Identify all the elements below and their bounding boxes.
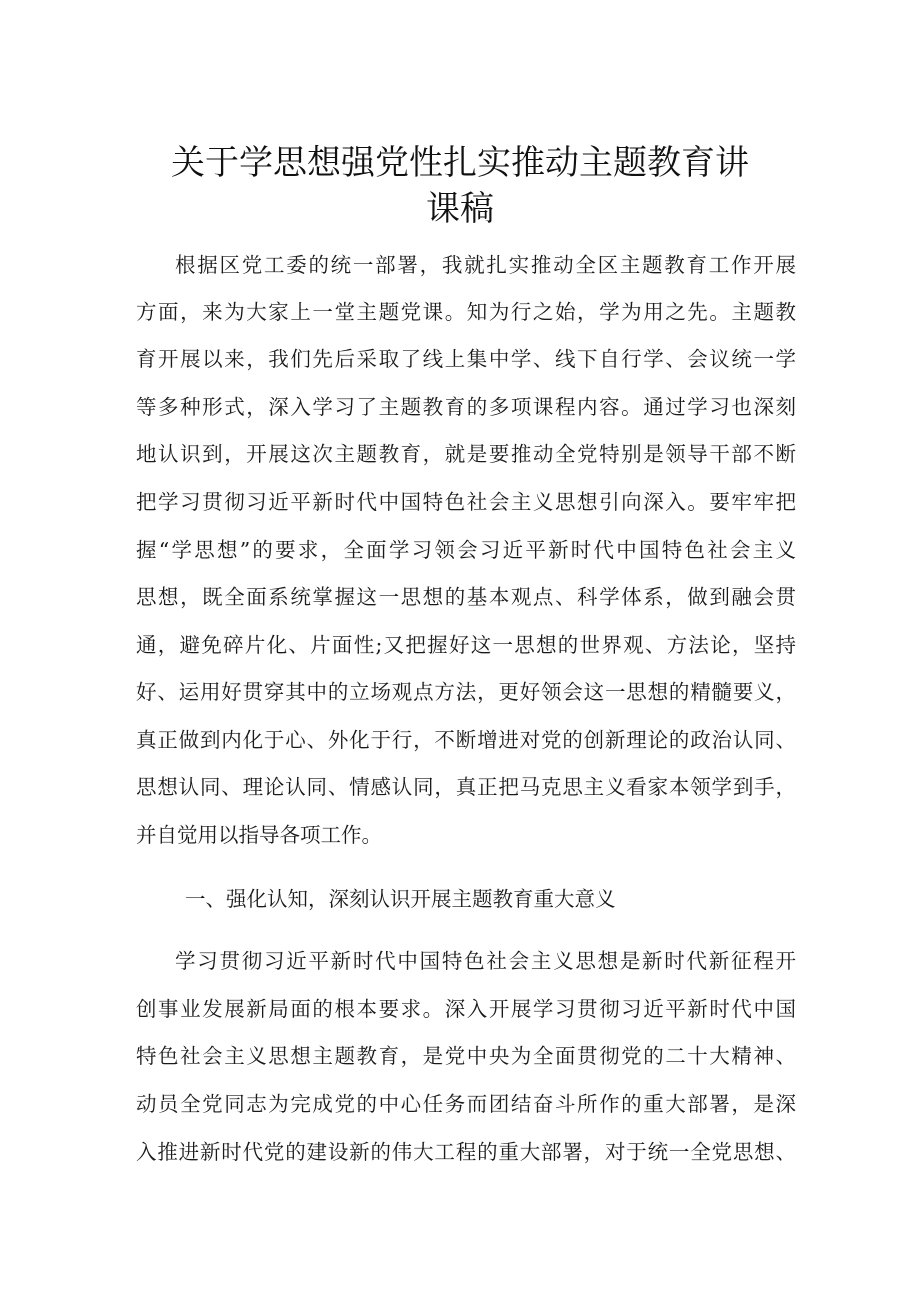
- paragraph-line: 把学习贯彻习近平新时代中国特色社会主义思想引向深入。要牢牢把: [136, 490, 796, 514]
- paragraph-line: 思想认同、理论认同、情感认同，真正把马克思主义看家本领学到手，: [136, 775, 796, 799]
- paragraph-line: 根据区党工委的统一部署，我就扎实推动全区主题教育工作开展: [175, 253, 796, 277]
- paragraph-line: 地认识到，开展这次主题教育，就是要推动全党特别是领导干部不断: [136, 442, 796, 466]
- paragraph-line: 真正做到内化于心、外化于行，不断增进对党的创新理论的政治认同、: [136, 728, 796, 752]
- paragraph-line: 创事业发展新局面的根本要求。深入开展学习贯彻习近平新时代中国: [136, 997, 796, 1021]
- paragraph-line: 好、运用好贯穿其中的立场观点方法，更好领会这一思想的精髓要义，: [136, 680, 796, 704]
- paragraph-line: 入推进新时代党的建设新的伟大工程的重大部署，对于统一全党思想、: [136, 1140, 796, 1164]
- paragraph-line: 并自觉用以指导各项工作。: [136, 823, 382, 847]
- paragraph-line: 握“学思想”的要求，全面学习领会习近平新时代中国特色社会主义: [136, 538, 796, 562]
- paragraph-line: 等多种形式，深入学习了主题教育的多项课程内容。通过学习也深刻: [136, 395, 796, 419]
- paragraph-line: 学习贯彻习近平新时代中国特色社会主义思想是新时代新征程开: [175, 949, 796, 973]
- document-title-line-1: 关于学思想强党性扎实推动主题教育讲: [171, 143, 749, 183]
- section-heading: 一、强化认知，深刻认识开展主题教育重大意义: [185, 887, 616, 911]
- paragraph-line: 方面，来为大家上一堂主题党课。知为行之始，学为用之先。主题教: [136, 300, 796, 324]
- document-title-line-2: 课稿: [426, 189, 494, 229]
- paragraph-line: 思想，既全面系统掌握这一思想的基本观点、科学体系，做到融会贯: [136, 585, 796, 609]
- paragraph-line: 通，避免碎片化、片面性;又把握好这一思想的世界观、方法论，坚持: [136, 633, 796, 657]
- paragraph-line: 动员全党同志为完成党的中心任务而团结奋斗所作的重大部署，是深: [136, 1092, 796, 1116]
- paragraph-line: 特色社会主义思想主题教育，是党中央为全面贯彻党的二十大精神、: [136, 1044, 796, 1068]
- paragraph-line: 育开展以来，我们先后采取了线上集中学、线下自行学、会议统一学: [136, 347, 796, 371]
